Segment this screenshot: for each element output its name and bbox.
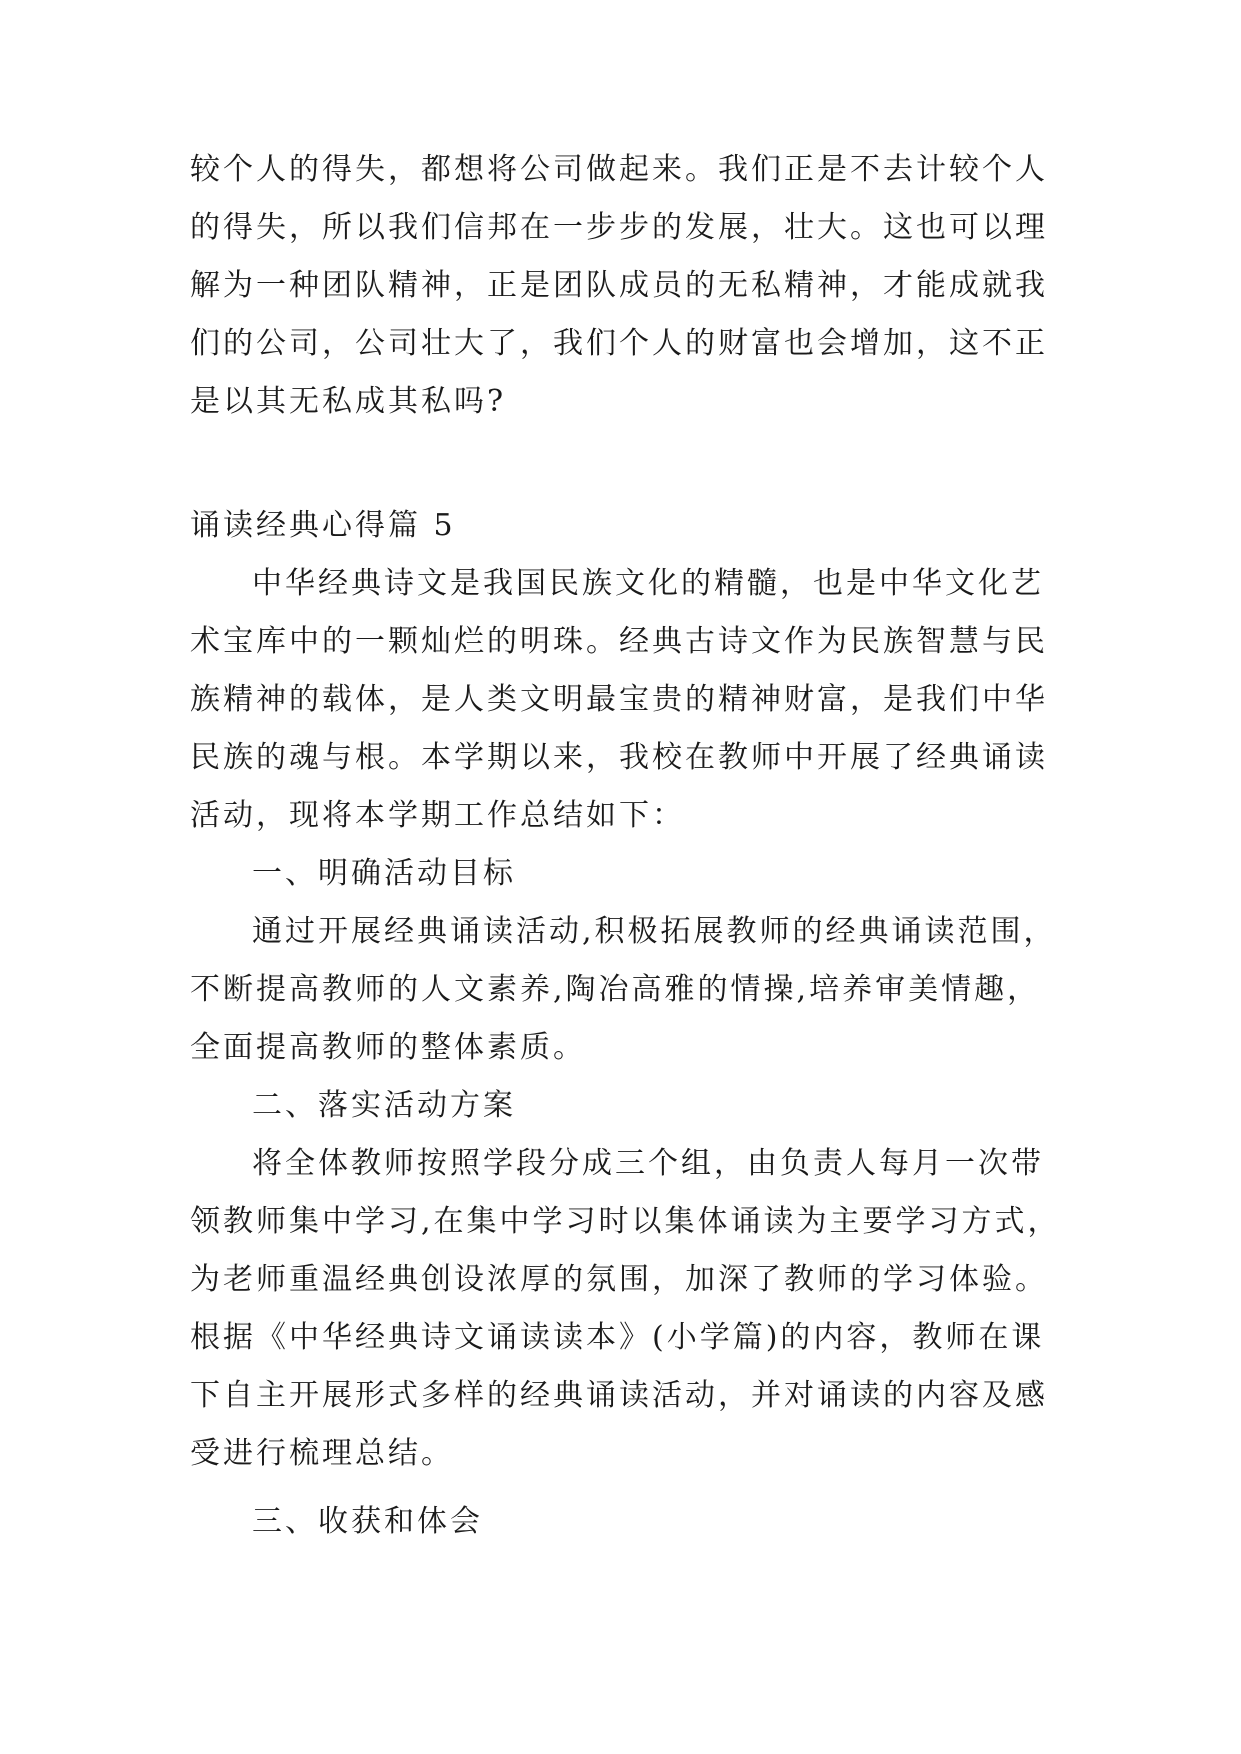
subheading: 二、落实活动方案: [252, 1088, 516, 1123]
paragraph-line: 活动，现将本学期工作总结如下：: [190, 798, 685, 833]
paragraph-line: 全面提高教师的整体素质。: [190, 1030, 586, 1065]
paragraph-line: 领教师集中学习,在集中学习时以集体诵读为主要学习方式，: [190, 1204, 1061, 1239]
paragraph-line: 受进行梳理总结。: [190, 1436, 454, 1471]
paragraph-line: 是以其无私成其私吗?: [190, 384, 507, 419]
subheading: 一、明确活动目标: [252, 856, 516, 891]
paragraph-line: 为老师重温经典创设浓厚的氛围，加深了教师的学习体验。: [190, 1262, 1048, 1297]
paragraph-line: 民族的魂与根。本学期以来，我校在教师中开展了经典诵读: [190, 740, 1048, 775]
paragraph-line: 术宝库中的一颗灿烂的明珠。经典古诗文作为民族智慧与民: [190, 624, 1048, 659]
paragraph-line: 较个人的得失，都想将公司做起来。我们正是不去计较个人: [190, 152, 1048, 187]
paragraph-line: 们的公司，公司壮大了，我们个人的财富也会增加，这不正: [190, 326, 1048, 361]
paragraph-line: 不断提高教师的人文素养,陶冶高雅的情操,培养审美情趣，: [190, 972, 1041, 1007]
subheading: 三、收获和体会: [252, 1504, 483, 1539]
paragraph-line: 下自主开展形式多样的经典诵读活动，并对诵读的内容及感: [190, 1378, 1048, 1413]
paragraph-line: 将全体教师按照学段分成三个组，由负责人每月一次带: [252, 1146, 1044, 1181]
section-title: 诵读经典心得篇 5: [190, 508, 456, 543]
paragraph-line: 的得失，所以我们信邦在一步步的发展，壮大。这也可以理: [190, 210, 1048, 245]
paragraph-line: 族精神的载体，是人类文明最宝贵的精神财富，是我们中华: [190, 682, 1048, 717]
paragraph-line: 根据《中华经典诗文诵读读本》(小学篇)的内容，教师在课: [190, 1320, 1045, 1355]
paragraph-line: 通过开展经典诵读活动,积极拓展教师的经典诵读范围，: [252, 914, 1057, 949]
paragraph-line: 解为一种团队精神，正是团队成员的无私精神，才能成就我: [190, 268, 1048, 303]
paragraph-line: 中华经典诗文是我国民族文化的精髓，也是中华文化艺: [252, 566, 1044, 601]
